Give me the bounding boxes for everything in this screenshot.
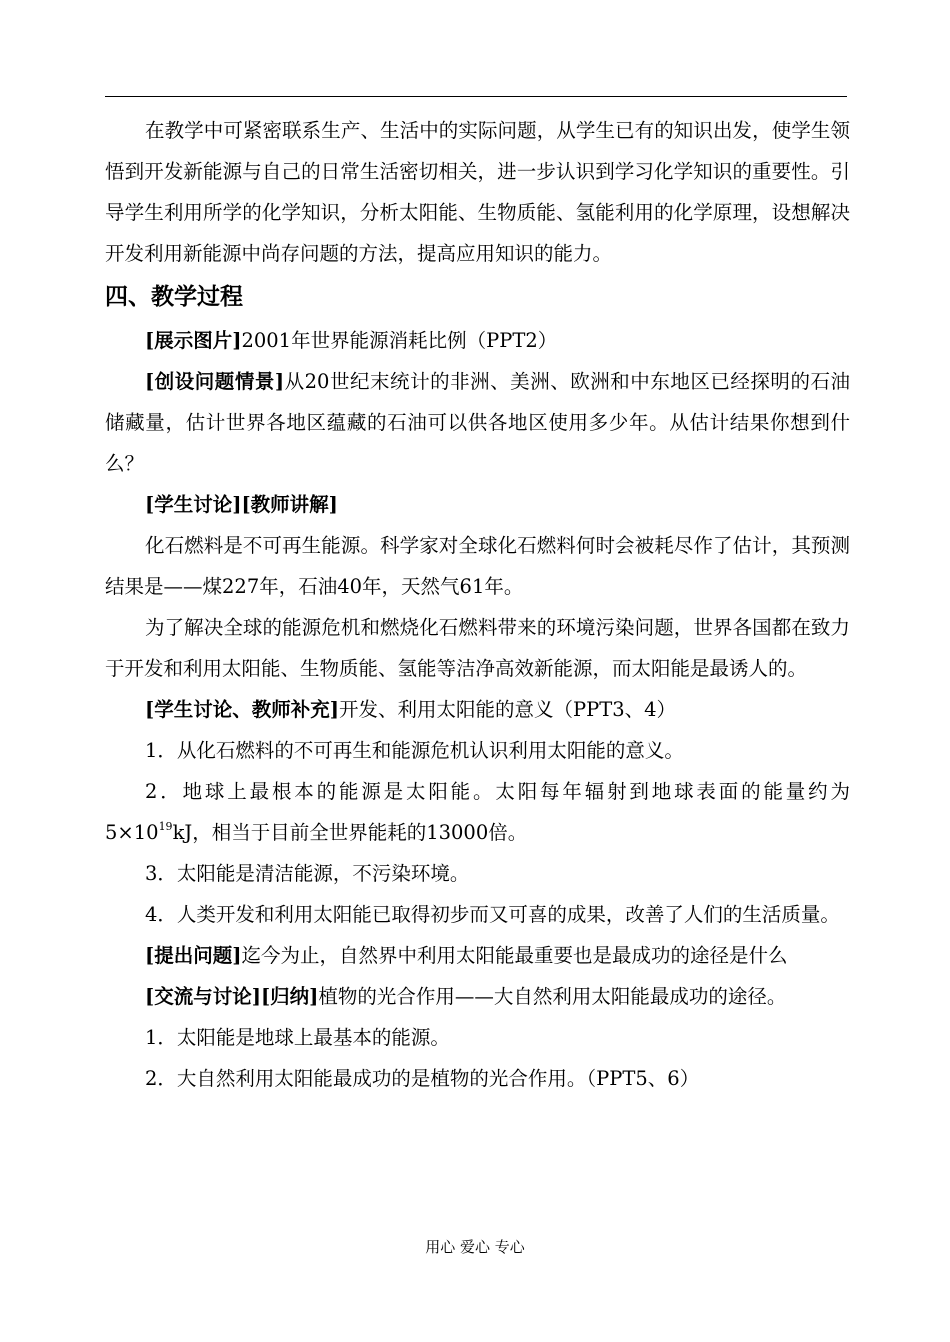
question-line [105, 935, 850, 976]
scenario-tag: [创设问题情景] [145, 370, 285, 393]
question-tag: [提出问题] [145, 944, 242, 967]
exchange-tag: [交流与讨论][归纳] [145, 985, 319, 1008]
show-picture-tag: [展示图片] [145, 329, 242, 352]
list-item-4: 4．人类开发和利用太阳能已取得初步而又可喜的成果，改善了人们的生活质量。 [145, 903, 840, 926]
supplement-tag: [学生讨论、教师补充] [145, 698, 339, 721]
page-footer: 用心 爱心 专心 [425, 1238, 525, 1256]
supplement-line [105, 689, 850, 730]
show-picture-line [105, 320, 850, 361]
exchange-line [105, 976, 850, 1017]
scenario-paragraph [105, 361, 850, 484]
discussion-tag: [学生讨论][教师讲解] [145, 493, 338, 516]
energy-crisis-paragraph: 为了解决全球的能源危机和燃烧化石燃料带来的环境污染问题，世界各国都在致力于开发和利用太阳能、生物质能、氢能等洁净高效新能源，而太阳能是最诱人的。 [105, 616, 850, 680]
intro-paragraph: 在教学中可紧密联系生产、生活中的实际问题，从学生已有的知识出发，使学生领悟到开发新能源与自己的日常生活密切相关，进一步认识到学习化学知识的重要性。引导学生利用所学的化学知识，分析太阳能、生物质能、氢能利用的化学原理，设想解决开发利用新能源中尚存问题的方法，提高应用知识的能力。 [105, 119, 850, 265]
energy-value-exponent: 19 [158, 820, 173, 833]
exchange-text: 植物的光合作用——大自然利用太阳能最成功的途径。 [318, 985, 787, 1008]
list-item-2-text: 2．地球上最根本的能源是太阳能。太阳每年辐射到地球表面的能量约为 [145, 780, 850, 803]
energy-value-base: 5×10 [105, 821, 159, 844]
supplement-text: 开发、利用太阳能的意义（PPT3、4） [338, 698, 677, 721]
document-body [105, 110, 850, 1099]
list-item-3: 3．太阳能是清洁能源，不污染环境。 [145, 862, 470, 885]
list-item-1: 1．从化石燃料的不可再生和能源危机认识利用太阳能的意义。 [145, 739, 684, 762]
list-item-2 [105, 771, 850, 853]
section-title: 四、教学过程 [105, 284, 243, 310]
summary-item-1: 1．太阳能是地球上最基本的能源。 [145, 1026, 450, 1049]
list-item-2-tail: kJ，相当于目前全世界能耗的13000倍。 [172, 821, 528, 844]
summary-item-2: 2．大自然利用太阳能最成功的是植物的光合作用。（PPT5、6） [145, 1067, 700, 1090]
scenario-text: 从20世纪末统计的非洲、美洲、欧洲和中东地区已经探明的石油储藏量，估计世界各地区蕴藏的石油可以供各地区使用多少年。从估计结果你想到什么？ [105, 370, 850, 475]
fossil-fuel-paragraph: 化石燃料是不可再生能源。科学家对全球化石燃料何时会被耗尽作了估计，其预测结果是——煤227年，石油40年，天然气61年。 [105, 534, 850, 598]
question-text: 迄今为止，自然界中利用太阳能最重要也是最成功的途径是什么 [241, 944, 788, 967]
header-rule [105, 96, 847, 97]
show-picture-text: 2001年世界能源消耗比例（PPT2） [241, 329, 558, 352]
